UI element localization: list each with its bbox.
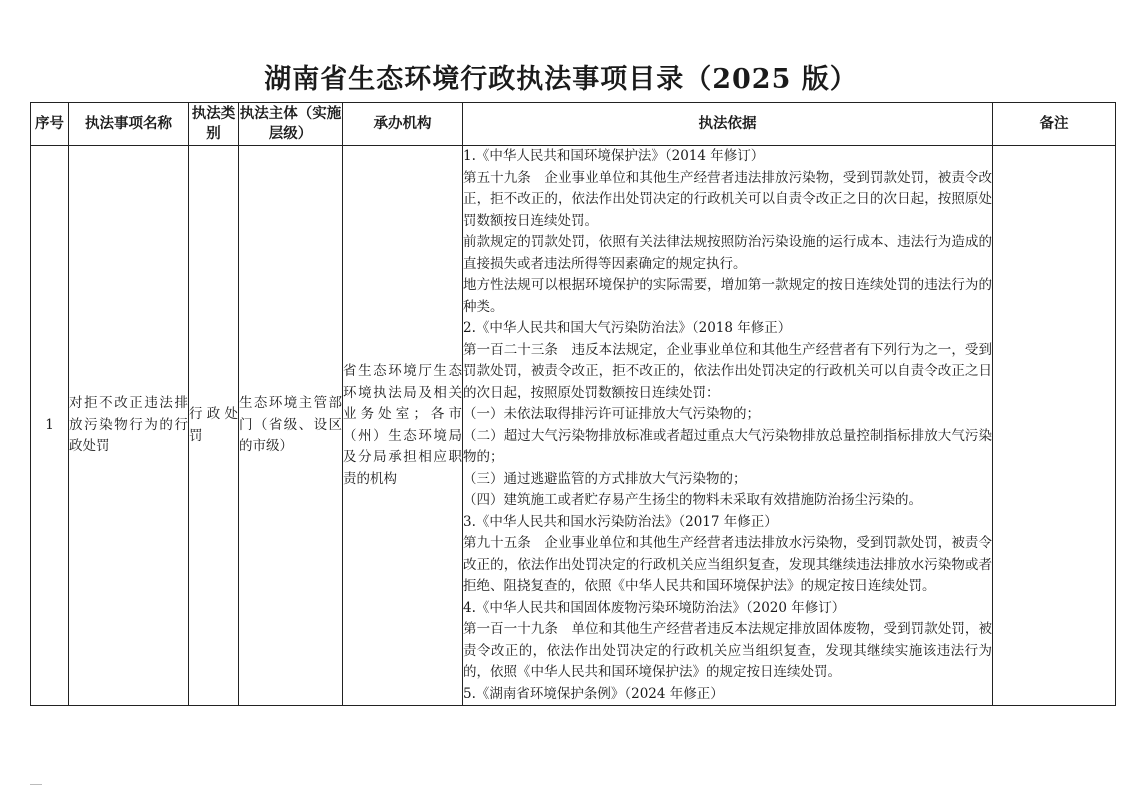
cell-name: 对拒不改正违法排放污染物行为的行政处罚 — [69, 146, 189, 706]
basis-line: 地方性法规可以根据环境保护的实际需要，增加第一款规定的按日连续处罚的违法行为的种类。 — [463, 277, 992, 315]
basis-line: 第九十五条 企业事业单位和其他生产经营者违法排放水污染物，受到罚款处罚，被责令改正的，依法作出处罚决定的行政机关应当组织复查，发现其继续违法排放水污染物或者拒绝、阻挠复查的，依照《中华人民共和国环境保护法》的规定按日连续处罚。 — [463, 535, 992, 594]
cell-basis — [463, 146, 993, 706]
cell-type: 行政处罚 — [189, 146, 239, 706]
table-row — [31, 146, 1116, 706]
basis-line: 第五十九条 企业事业单位和其他生产经营者违法排放污染物，受到罚款处罚，被责令改正，拒不改正的，依法作出处罚决定的行政机关可以自责令改正之日的次日起，按照原处罚数额按日连续处罚。 — [463, 169, 992, 229]
header-org: 承办机构 — [343, 103, 463, 146]
cell-org: 省生态环境厅生态环境执法局及相关业务处室；各市（州）生态环境局及分局承担相应职责的机构 — [343, 146, 463, 706]
header-remark: 备注 — [993, 103, 1116, 146]
basis-line: 第一百一十九条 单位和其他生产经营者违反本法规定排放固体废物，受到罚款处罚，被责令改正的，依法作出处罚决定的行政机关应当组织复查，发现其继续实施该违法行为的，依照《中华人民共和国环境保护法》的规定按日连续处罚。 — [463, 621, 992, 680]
header-row — [31, 103, 1116, 146]
header-no: 序号 — [31, 103, 69, 146]
cell-remark — [993, 146, 1116, 706]
basis-line: 2.《中华人民共和国大气污染防治法》（2018 年修正） — [463, 320, 792, 336]
enforcement-table — [30, 102, 1116, 706]
header-subject: 执法主体（实施层级） — [239, 103, 343, 146]
basis-line: （三）通过逃避监管的方式排放大气污染物的； — [463, 470, 747, 487]
header-type: 执法类别 — [189, 103, 239, 146]
header-basis: 执法依据 — [463, 103, 993, 146]
basis-line: 1.《中华人民共和国环境保护法》（2014 年修订） — [463, 148, 765, 164]
basis-line: 4.《中华人民共和国固体废物污染环境防治法》（2020 年修订） — [463, 599, 846, 616]
basis-line: 前款规定的罚款处罚，依照有关法律法规按照防治污染设施的运行成本、违法行为造成的直接损失或者违法所得等因素确定的规定执行。 — [463, 234, 992, 272]
header-name: 执法事项名称 — [69, 103, 189, 146]
cell-no: 1 — [31, 146, 69, 706]
basis-line: （一）未依法取得排污许可证排放大气污染物的； — [463, 406, 760, 422]
cell-subject: 生态环境主管部门（省级、设区的市级） — [239, 146, 343, 706]
basis-line: （二）超过大气污染物排放标准或者超过重点大气污染物排放总量控制指标排放大气污染物的； — [463, 427, 992, 465]
basis-line: 第一百二十三条 违反本法规定，企业事业单位和其他生产经营者有下列行为之一，受到罚款处罚，被责令改正，拒不改正的，依法作出处罚决定的行政机关可以自责令改正之日的次日起，按照原处罚数额按日连续处罚： — [463, 341, 992, 401]
basis-line: （四）建筑施工或者贮存易产生扬尘的物料未采取有效措施防治扬尘污染的。 — [463, 492, 922, 508]
page-title: 湖南省生态环境行政执法事项目录（2025 版） — [264, 64, 858, 95]
basis-line: 5.《湖南省环境保护条例》（2024 年修正） — [463, 685, 724, 702]
scan-mark — [30, 784, 42, 785]
basis-line: 3.《中华人民共和国水污染防治法》（2017 年修正） — [463, 513, 778, 530]
